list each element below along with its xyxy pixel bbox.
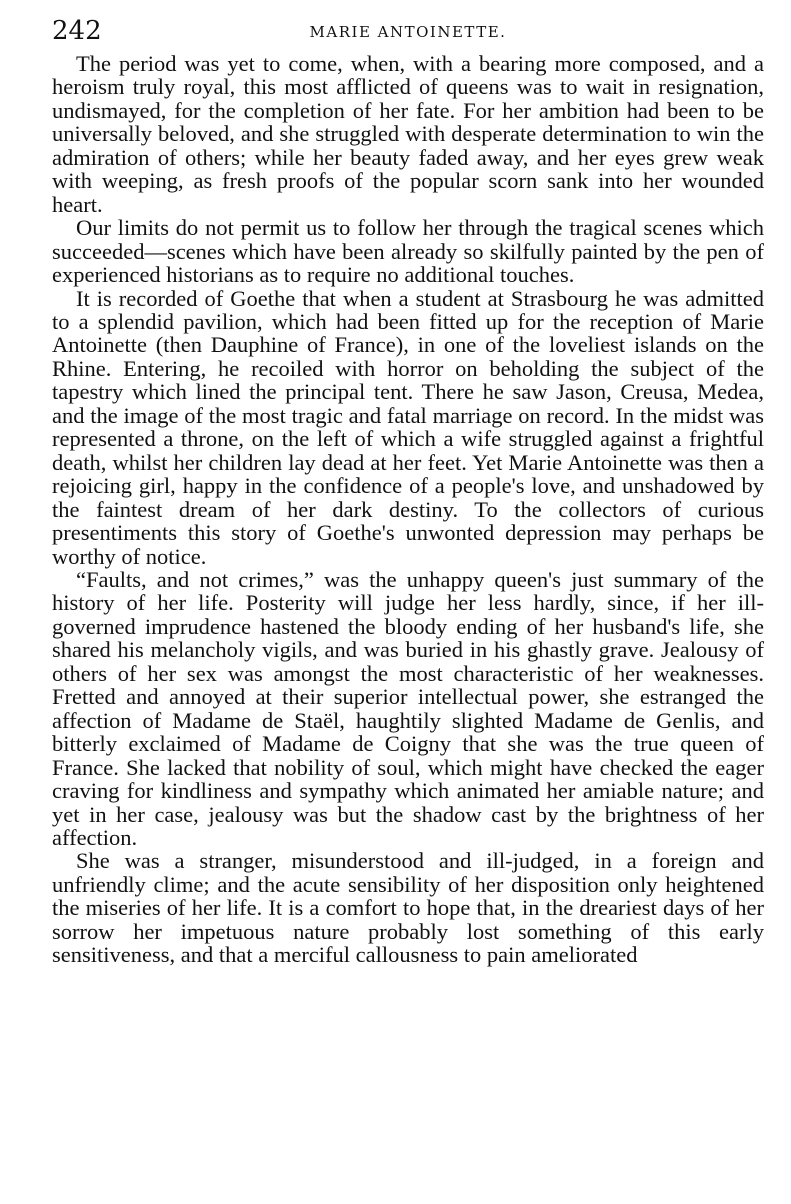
book-page (52, 16, 764, 967)
page-number: 242 (52, 16, 102, 46)
page-header (52, 16, 764, 52)
paragraph: She was a stranger, misunderstood and ill-judged, in a foreign and unfriendly clime; and the acute sensibility of her disposition only heightened the miseries of her life. It is a comfort to hope that, in the dreariest days of her sorrow her impetuous nature probably lost something of this early sensitiveness, and that a merciful callousness to pain ameliorated (52, 848, 764, 968)
paragraph: Our limits do not permit us to follow her through the tragical scenes which succeeded—scenes which have been already so skilfully painted by the pen of experienced historians as to require no additional touches. (52, 215, 764, 288)
body-text (52, 52, 764, 967)
paragraph: “Faults, and not crimes,” was the unhappy queen's just summary of the history of her life. Posterity will judge her less hardly, since, if her ill-governed imprudence hastened the bloody ending of her husband's life, she shared his melancholy vigils, and was buried in his ghastly grave. Jealousy of others of her sex was amongst the most characteristic of her weaknesses. Fretted and annoyed at their superior intellectual power, she estranged the affection of Madame de Staël, haughtily slighted Madame de Genlis, and bitterly exclaimed of Madame de Coigny that she was the true queen of France. She lacked that nobility of soul, which might have checked the eager craving for kindliness and sympathy which animated her amiable nature; and yet in her case, jealousy was but the shadow cast by the brightness of her affection. (52, 566, 764, 850)
paragraph: It is recorded of Goethe that when a student at Strasbourg he was admitted to a splendid pavilion, which had been fitted up for the reception of Marie Antoinette (then Dauphine of France), in one of the loveliest islands on the Rhine. Entering, he recoiled with horror on beholding the subject of the tapestry which lined the principal tent. There he saw Jason, Creusa, Medea, and the image of the most tragic and fatal marriage on record. In the midst was represented a throne, on the left of which a wife struggled against a frightful death, whilst her children lay dead at her feet. Yet Marie Antoinette was then a rejoicing girl, happy in the confidence of a people's love, and unshadowed by the faintest dream of her dark destiny. To the collectors of curious presentiments this story of Goethe's unwonted depression may perhaps be worthy of notice. (52, 285, 764, 569)
paragraph: The period was yet to come, when, with a bearing more composed, and a heroism truly royal, this most afflicted of queens was to wait in resignation, undismayed, for the completion of her fate. For her ambition had been to be universally beloved, and she struggled with desperate determination to win the admiration of others; while her beauty faded away, and her eyes grew weak with weeping, as fresh proofs of the popular scorn sank into her wounded heart. (52, 51, 764, 217)
running-title: MARIE ANTOINETTE. (309, 23, 507, 41)
